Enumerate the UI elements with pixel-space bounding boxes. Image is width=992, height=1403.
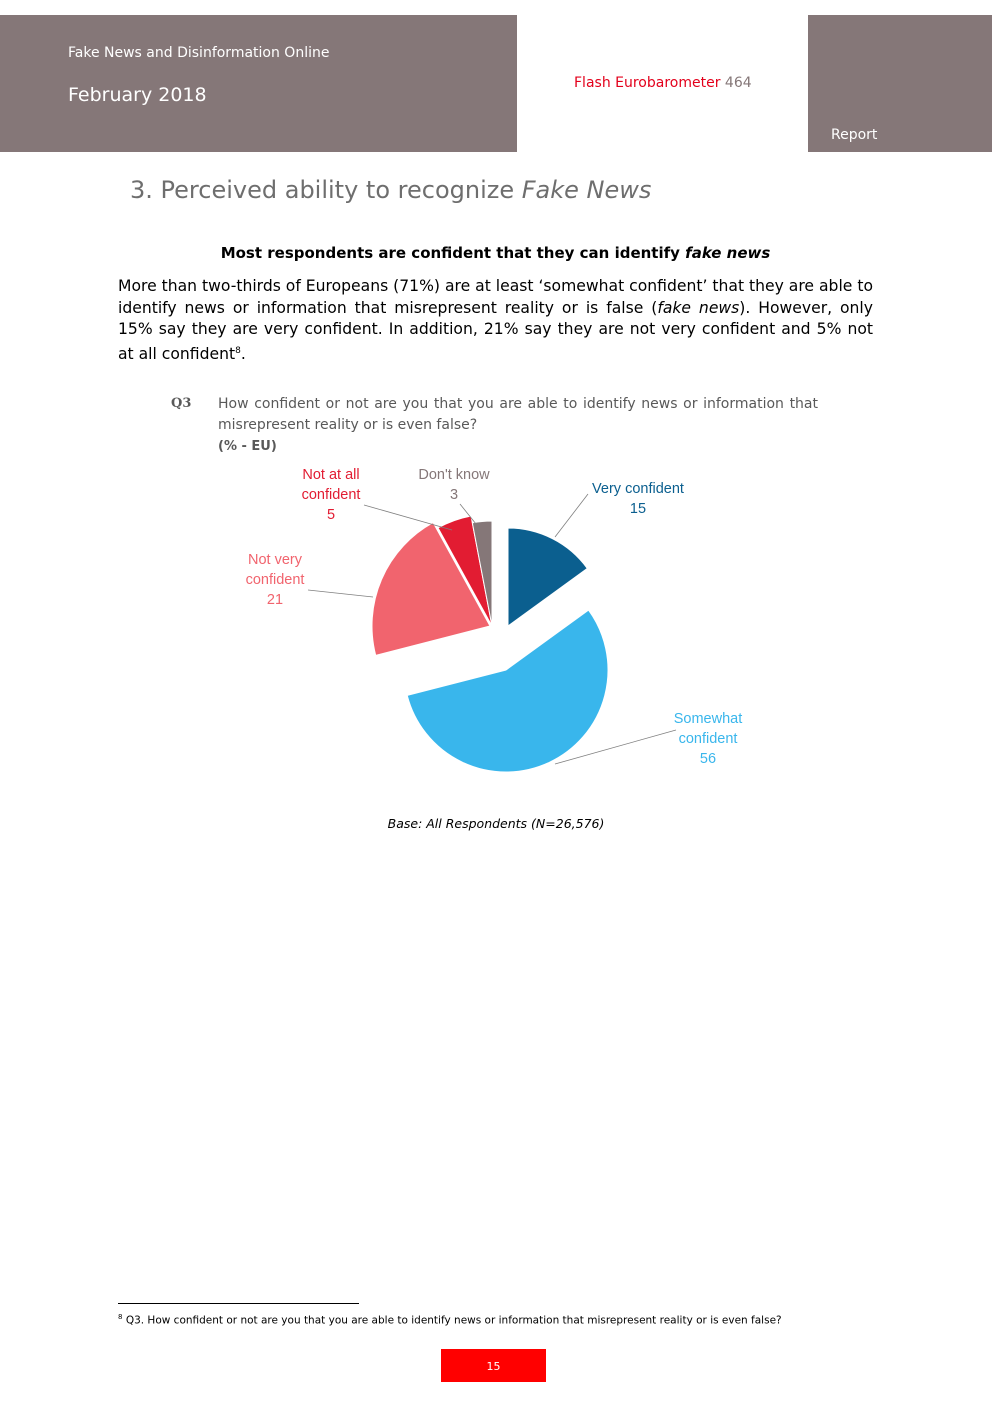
slice-value-label: 21: [266, 592, 284, 608]
lead-italic: fake news: [685, 244, 771, 262]
question-code: Q3: [171, 396, 192, 411]
slice-label: [302, 467, 361, 523]
slice-value-label: 3: [449, 487, 459, 503]
leader-line: [364, 505, 452, 530]
question-scope: (% - EU): [218, 439, 277, 454]
slice-category-label: confident: [678, 731, 738, 747]
section-number: 3.: [130, 176, 153, 204]
flash-label: Flash Eurobarometer: [574, 75, 721, 91]
footnote-ref[interactable]: 8: [235, 345, 241, 356]
question-text: How confident or not are you that you are able to identify news or information that misrepresent reality or is even false?: [218, 396, 818, 433]
footnote-number: 8: [118, 1313, 123, 1321]
slice-label: [674, 711, 743, 767]
header-report-label: Report: [831, 127, 878, 143]
section-title-text: Perceived ability to recognize: [160, 176, 515, 204]
slice-category-label: Not very: [248, 552, 302, 568]
slice-category-label: confident: [245, 572, 305, 588]
header-subtitle: Fake News and Disinformation Online: [68, 45, 330, 61]
slice-category-label: Not at all: [302, 467, 360, 483]
slice-value-label: 56: [699, 751, 717, 767]
slice-value-label: 15: [629, 501, 647, 517]
slice-category-label: Don't know: [418, 467, 490, 483]
section-title-italic: Fake News: [521, 176, 652, 204]
footnote-text: Q3. How confident or not are you that you are able to identify news or information that misrepresent reality or is even false?: [125, 1314, 782, 1327]
leader-line: [308, 590, 373, 597]
pie-slice: [508, 528, 587, 626]
lead-text: Most respondents are confident that they can identify: [220, 244, 680, 262]
body-part1: More than two-thirds of Europeans (71%) are at least ‘somewhat confident’ that they are able to identify news or information that misrepresent reality or is false (: [118, 277, 873, 317]
slice-category-label: Somewhat: [673, 711, 743, 727]
page-number: 15: [441, 1349, 546, 1382]
flash-number: 464: [724, 75, 752, 91]
body-italic: fake news: [657, 298, 740, 317]
slice-label: [592, 481, 684, 517]
body-part2: ). However, only 15% say they are very confident. In addition, 21% say they are not very confident and 5% not at all confident: [118, 298, 873, 363]
slice-category-label: Very confident: [592, 481, 684, 497]
slice-category-label: confident: [301, 487, 361, 503]
slice-label: [418, 467, 490, 503]
slice-value-label: 5: [326, 507, 336, 523]
footnote: [118, 1313, 782, 1327]
base-note: Base: All Respondents (N=26,576): [387, 816, 605, 831]
header-date: February 2018: [68, 84, 207, 106]
slice-label: [246, 552, 305, 608]
footnote-divider: [118, 1303, 359, 1304]
body-end: .: [240, 344, 246, 363]
leader-line: [555, 494, 588, 537]
